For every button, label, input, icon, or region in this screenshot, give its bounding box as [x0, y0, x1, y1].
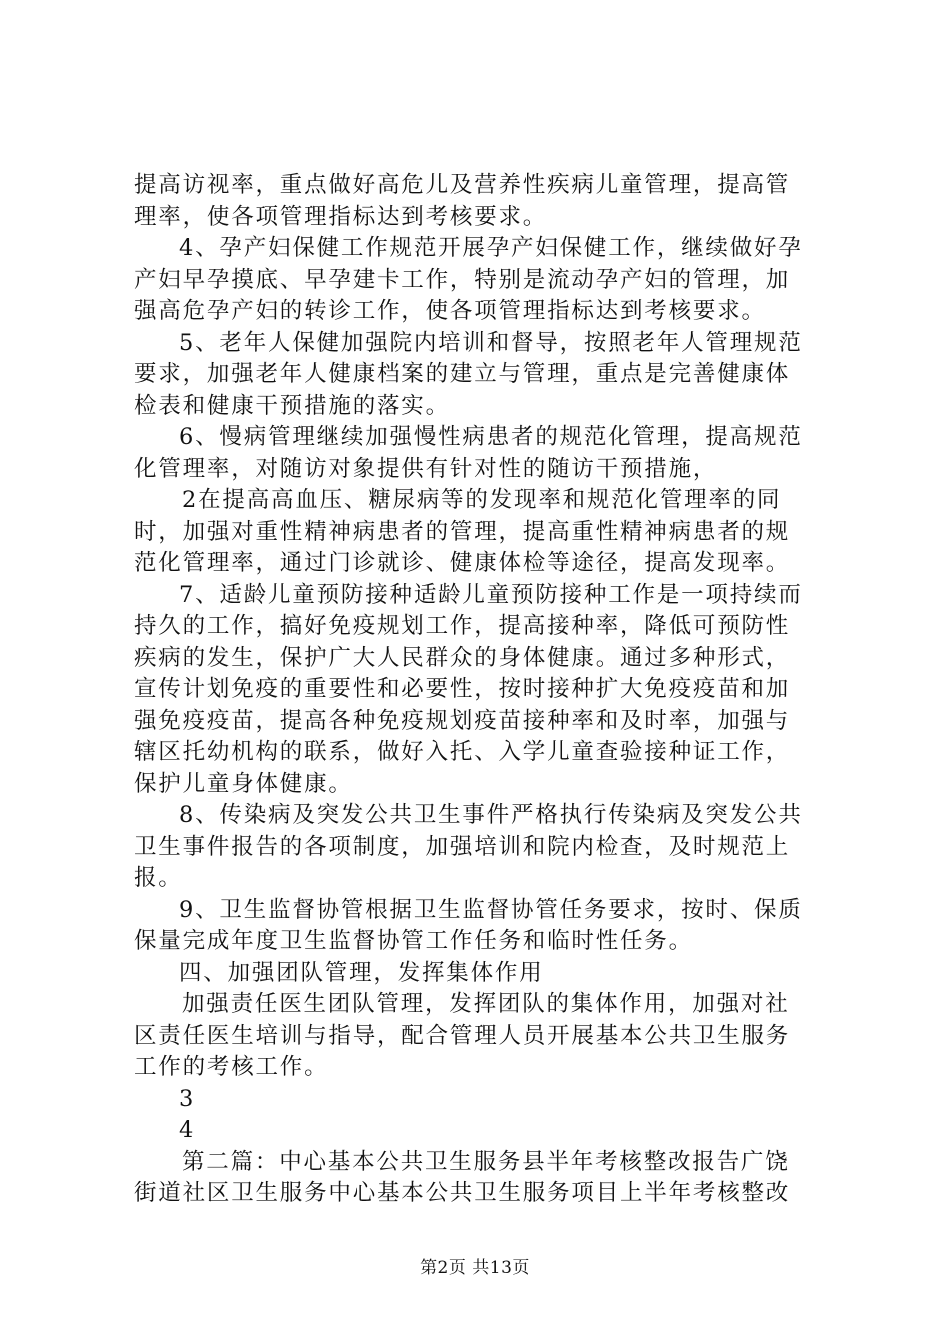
text-line: 持久的工作，搞好免疫规划工作，提高接种率，降低可预防性	[134, 613, 791, 639]
text-line: 加强责任医生团队管理，发挥团队的集体作用，加强对社	[182, 991, 790, 1017]
text-line: 5、老年人保健加强院内培训和督导，按照老年人管理规范	[179, 329, 803, 356]
text-line: 第二篇：中心基本公共卫生服务县半年考核整改报告广饶	[182, 1148, 790, 1175]
text-line: 理率，使各项管理指标达到考核要求。	[134, 203, 548, 230]
text-line: 8、传染病及突发公共卫生事件严格执行传染病及突发公共	[179, 802, 803, 828]
text-line: 提高访视率，重点做好高危儿及营养性疾病儿童管理，提高管	[134, 172, 791, 198]
text-line: 工作的考核工作。	[134, 1054, 329, 1080]
document-body	[134, 170, 830, 1210]
text-line: 检表和健康干预措施的落实。	[134, 392, 450, 419]
text-line: 卫生事件报告的各项制度，加强培训和院内检查，及时规范上	[134, 833, 791, 860]
text-line: 保护儿童身体健康。	[134, 770, 353, 797]
page-number-marker: 3	[179, 1085, 196, 1112]
text-line: 时，加强对重性精神病患者的管理，提高重性精神病患者的规	[134, 518, 791, 545]
text-line: 7、适龄儿童预防接种适龄儿童预防接种工作是一项持续而	[179, 581, 803, 608]
text-line: 疾病的发生，保护广大人民群众的身体健康。通过多种形式，	[134, 644, 791, 671]
text-line: 9、卫生监督协管根据卫生监督协管任务要求，按时、保质	[179, 896, 803, 923]
text-line: 产妇早孕摸底、早孕建卡工作，特别是流动孕产妇的管理，加	[134, 266, 791, 293]
text-line: 强免疫疫苗，提高各种免疫规划疫苗接种率和及时率，加强与	[134, 707, 791, 734]
text-line: 4、孕产妇保健工作规范开展孕产妇保健工作，继续做好孕	[179, 235, 803, 261]
text-line: 区责任医生培训与指导，配合管理人员开展基本公共卫生服务	[134, 1022, 791, 1049]
text-line: 2在提高高血压、糖尿病等的发现率和规范化管理率的同	[182, 487, 782, 513]
text-line: 化管理率，对随访对象提供有针对性的随访干预措施，	[134, 455, 718, 482]
page-number-marker: 4	[179, 1117, 196, 1143]
page-footer: 第2页 共13页	[420, 1258, 530, 1278]
text-line: 街道社区卫生服务中心基本公共卫生服务项目上半年考核整改	[134, 1180, 791, 1206]
text-line: 保量完成年度卫生监督协管工作任务和临时性任务。	[134, 928, 693, 954]
text-line: 强高危孕产妇的转诊工作，使各项管理指标达到考核要求。	[134, 298, 766, 324]
text-line: 要求，加强老年人健康档案的建立与管理，重点是完善健康体	[134, 361, 791, 387]
section-heading: 四、加强团队管理，发挥集体作用	[179, 959, 544, 986]
text-line: 6、慢病管理继续加强慢性病患者的规范化管理，提高规范	[179, 424, 803, 450]
text-line: 报。	[134, 865, 183, 891]
text-line: 宣传计划免疫的重要性和必要性，按时接种扩大免疫疫苗和加	[134, 676, 791, 702]
text-line: 范化管理率，通过门诊就诊、健康体检等途径，提高发现率。	[134, 550, 791, 576]
text-line: 辖区托幼机构的联系，做好入托、入学儿童查验接种证工作，	[134, 739, 791, 765]
